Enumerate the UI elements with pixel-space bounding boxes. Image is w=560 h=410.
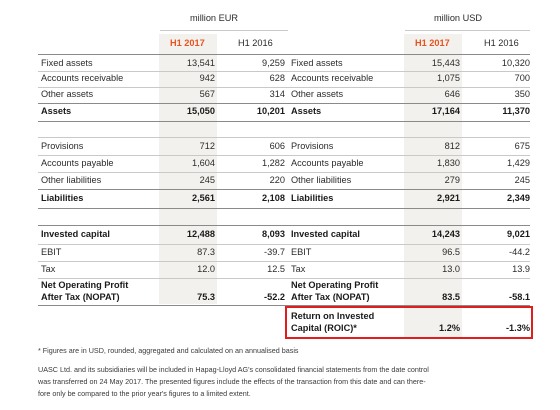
eur-value-2017: 12.0 — [197, 264, 215, 274]
eur-row-label: Assets — [41, 106, 72, 116]
eur-row-label: Other liabilities — [41, 175, 102, 185]
eur-value-2017: 245 — [199, 175, 215, 185]
roic-label-line2: Capital (ROIC)* — [291, 323, 357, 333]
usd-row-label: Accounts receivable — [291, 73, 374, 83]
usd-value-2016: 10,320 — [501, 58, 530, 68]
usd-row-label: EBIT — [291, 247, 312, 257]
usd-row-label: Fixed assets — [291, 58, 343, 68]
eur-value-2016: 2,108 — [262, 193, 285, 203]
eur-row-label: Fixed assets — [41, 58, 93, 68]
eur-value-2016: -52.2 — [264, 292, 285, 302]
row-divider — [38, 137, 288, 138]
usd-value-2017: 2,921 — [437, 193, 460, 203]
usd-h1-2017-header: H1 2017 — [415, 38, 450, 48]
eur-value-2016: 9,259 — [262, 58, 285, 68]
eur-row-label: Provisions — [41, 141, 84, 151]
footnote-uasc-line1: UASC Ltd. and its subsidiaries will be included in Hapag-Lloyd AG's consolidated financial statements from the date control — [38, 365, 429, 374]
eur-value-2017: 1,604 — [192, 158, 215, 168]
row-divider — [38, 225, 288, 226]
usd-row-label: Accounts payable — [291, 158, 364, 168]
row-divider — [38, 121, 288, 122]
eur-value-2017: 2,561 — [192, 193, 215, 203]
usd-row-label: Invested capital — [291, 229, 360, 239]
row-divider — [288, 278, 530, 279]
row-divider — [288, 155, 530, 156]
eur-value-2017: 87.3 — [197, 247, 215, 257]
usd-h1-2016-header: H1 2016 — [484, 38, 519, 48]
eur-value-2016: 10,201 — [256, 106, 285, 116]
row-divider — [288, 71, 530, 72]
usd-value-2016: 2,349 — [507, 193, 530, 203]
footnote-uasc-line2: was transferred on 24 May 2017. The presented figures include the effects of the transaction from this date and can there- — [38, 377, 426, 386]
eur-row-label: Other assets — [41, 89, 94, 99]
usd-value-2017: 15,443 — [431, 58, 460, 68]
usd-value-2017: 1,075 — [437, 73, 460, 83]
eur-value-2016: 606 — [269, 141, 285, 151]
eur-h1-2017-header: H1 2017 — [170, 38, 205, 48]
usd-row-label: Other assets — [291, 89, 344, 99]
roic-label-line1: Return on Invested — [291, 311, 375, 321]
row-divider — [38, 278, 288, 279]
usd-value-2016: 13.9 — [512, 264, 530, 274]
eur-row-label: Accounts payable — [41, 158, 114, 168]
row-divider — [288, 261, 530, 262]
usd-row-label: Assets — [291, 106, 322, 116]
row-divider — [288, 87, 530, 88]
eur-value-2017: 567 — [199, 89, 215, 99]
roic-value-2016: -1.3% — [505, 323, 530, 333]
usd-row-label-line1: Net Operating Profit — [291, 280, 379, 290]
eur-value-2016: 8,093 — [262, 229, 285, 239]
row-divider — [38, 87, 288, 88]
eur-value-2016: 12.5 — [267, 264, 285, 274]
row-divider — [288, 225, 530, 226]
usd-row-label-line2: After Tax (NOPAT) — [291, 292, 370, 302]
usd-value-2017: 96.5 — [442, 247, 460, 257]
eur-value-2017: 15,050 — [186, 106, 215, 116]
usd-value-2016: 11,370 — [502, 106, 530, 116]
row-divider — [288, 189, 530, 190]
usd-value-2016: 245 — [514, 175, 530, 185]
footnote-uasc-line3: fore only be compared to the prior year's figures to a limited extent. — [38, 389, 251, 398]
eur-row-label-line1: Net Operating Profit — [41, 280, 129, 290]
row-divider — [38, 172, 288, 173]
row-divider — [38, 71, 288, 72]
usd-value-2016: 675 — [514, 141, 530, 151]
usd-value-2017: 646 — [444, 89, 460, 99]
eur-value-2017: 13,541 — [186, 58, 215, 68]
usd-unit-rule — [405, 30, 530, 31]
usd-value-2017: 13.0 — [442, 264, 460, 274]
row-divider — [288, 244, 530, 245]
eur-row-label-line2: After Tax (NOPAT) — [41, 292, 120, 302]
usd-row-label: Liabilities — [291, 193, 334, 203]
usd-value-2016: 350 — [514, 89, 530, 99]
usd-value-2017: 1,830 — [437, 158, 460, 168]
footnote-asterisk: * Figures are in USD, rounded, aggregated and calculated on an annualised basis — [38, 346, 299, 355]
usd-value-2016: 9,021 — [507, 229, 530, 239]
row-divider — [288, 208, 530, 209]
eur-value-2017: 942 — [199, 73, 215, 83]
usd-value-2017: 812 — [444, 141, 460, 151]
usd-value-2016: -44.2 — [509, 247, 530, 257]
row-divider — [38, 189, 288, 190]
row-divider — [288, 137, 530, 138]
eur-row-label: Accounts receivable — [41, 73, 124, 83]
row-divider — [38, 155, 288, 156]
eur-value-2016: 628 — [269, 73, 285, 83]
row-divider — [38, 103, 288, 104]
eur-value-2017: 12,488 — [186, 229, 215, 239]
eur-value-2017: 712 — [199, 141, 215, 151]
usd-value-2017: 14,243 — [431, 229, 460, 239]
row-divider — [288, 121, 530, 122]
usd-value-2016: 700 — [514, 73, 530, 83]
row-divider — [288, 103, 530, 104]
usd-value-2016: -58.1 — [509, 292, 530, 302]
roic-value-2017: 1.2% — [439, 323, 460, 333]
row-divider — [38, 208, 288, 209]
eur-unit-rule — [160, 30, 288, 31]
usd-value-2017: 279 — [444, 175, 460, 185]
usd-row-label: Provisions — [291, 141, 334, 151]
eur-row-label: Tax — [41, 264, 56, 274]
eur-row-label: Liabilities — [41, 193, 84, 203]
header-rule — [38, 54, 530, 55]
row-divider — [38, 244, 288, 245]
usd-value-2017: 83.5 — [442, 292, 460, 302]
row-divider — [288, 172, 530, 173]
usd-row-label: Other liabilities — [291, 175, 352, 185]
eur-value-2016: 314 — [269, 89, 285, 99]
eur-unit-header: million EUR — [190, 13, 238, 23]
eur-h1-2016-header: H1 2016 — [238, 38, 273, 48]
usd-row-label: Tax — [291, 264, 306, 274]
eur-value-2016: 1,282 — [262, 158, 285, 168]
eur-row-label: EBIT — [41, 247, 62, 257]
row-divider — [38, 305, 288, 306]
eur-value-2016: -39.7 — [264, 247, 285, 257]
row-divider — [38, 261, 288, 262]
usd-value-2017: 17,164 — [431, 106, 460, 116]
usd-unit-header: million USD — [434, 13, 482, 23]
eur-value-2017: 75.3 — [197, 292, 215, 302]
usd-value-2016: 1,429 — [507, 158, 530, 168]
eur-row-label: Invested capital — [41, 229, 110, 239]
eur-value-2016: 220 — [269, 175, 285, 185]
